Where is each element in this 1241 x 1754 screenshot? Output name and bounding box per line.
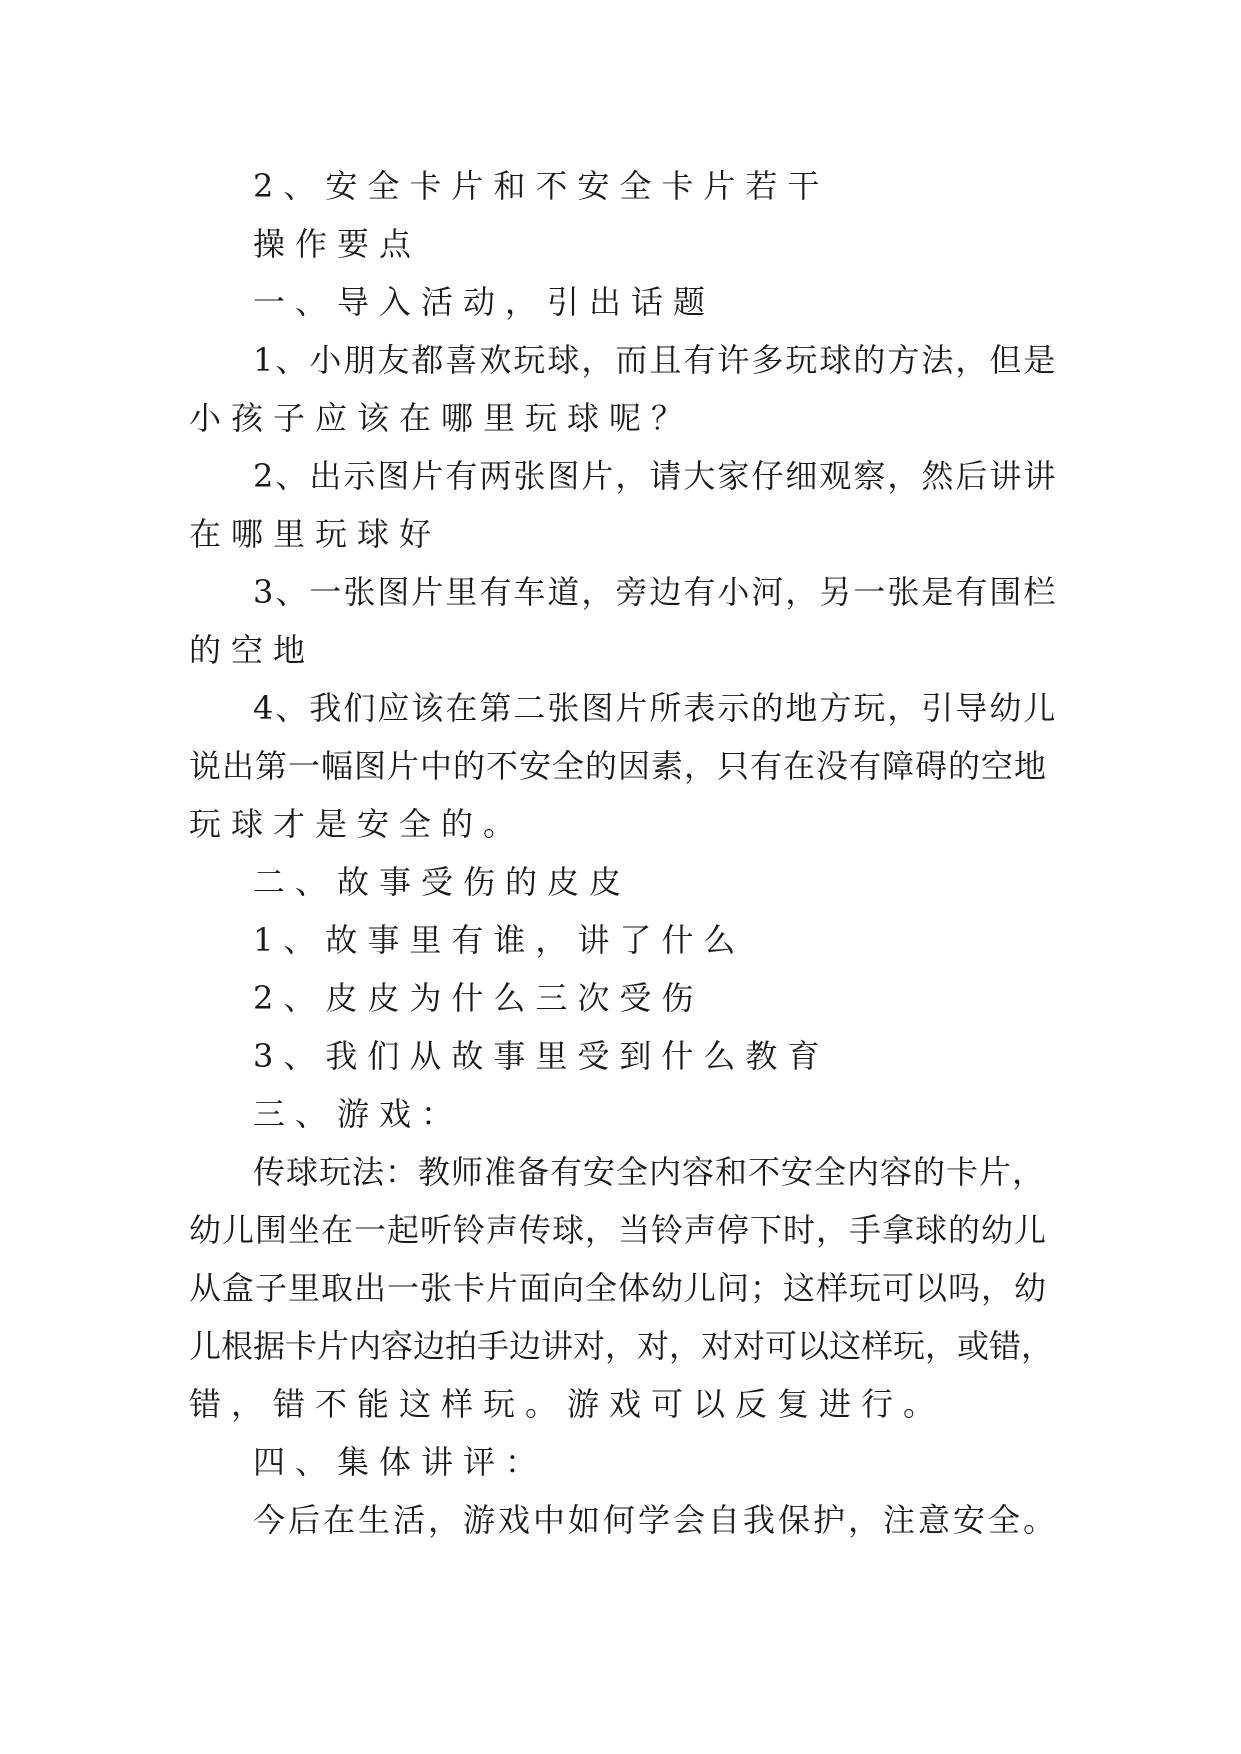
text-line: 今后在生活，游戏中如何学会自我保护，注意安全。: [253, 1501, 1059, 1539]
section-heading: 四、集体讲评：: [253, 1443, 548, 1481]
text-line: 小孩子应该在哪里玩球呢？: [189, 399, 694, 437]
text-line: 说出第一幅图片中的不安全的因素，只有在没有障碍的空地: [189, 747, 1048, 785]
text-line: 错，错不能这样玩。游戏可以反复进行。: [189, 1385, 946, 1423]
section-heading: 三、游戏：: [253, 1095, 464, 1133]
text-line: 的空地: [189, 631, 316, 669]
text-line: 1、小朋友都喜欢玩球，而且有许多玩球的方法，但是: [253, 341, 1058, 379]
text-line: 幼儿围坐在一起听铃声传球，当铃声停下时，手拿球的幼儿: [189, 1211, 1048, 1249]
text-line: 3、一张图片里有车道，旁边有小河，另一张是有围栏: [253, 573, 1058, 611]
section-heading: 一、导入活动，引出话题: [253, 283, 716, 321]
section-heading: 二、故事受伤的皮皮: [253, 863, 632, 901]
text-line: 儿根据卡片内容边拍手边讲对，对，对对可以这样玩，或错，: [189, 1327, 1054, 1365]
text-line: 4、我们应该在第二张图片所表示的地方玩，引导幼儿: [253, 689, 1058, 727]
text-line: 1、故事里有谁，讲了什么: [253, 921, 746, 959]
text-line: 3、我们从故事里受到什么教育: [253, 1037, 830, 1075]
text-line: 从盒子里取出一张卡片面向全体幼儿问；这样玩可以吗，幼: [189, 1269, 1048, 1307]
text-line: 在哪里玩球好: [189, 515, 442, 553]
text-line: 2、出示图片有两张图片，请大家仔细观察，然后讲讲: [253, 457, 1058, 495]
text-line: 玩球才是安全的。: [189, 805, 526, 843]
section-heading: 操作要点: [253, 225, 422, 263]
text-line: 传球玩法：教师准备有安全内容和不安全内容的卡片，: [253, 1153, 1046, 1191]
text-line: 2、皮皮为什么三次受伤: [253, 979, 704, 1017]
text-line: 2、安全卡片和不安全卡片若干: [253, 167, 830, 205]
